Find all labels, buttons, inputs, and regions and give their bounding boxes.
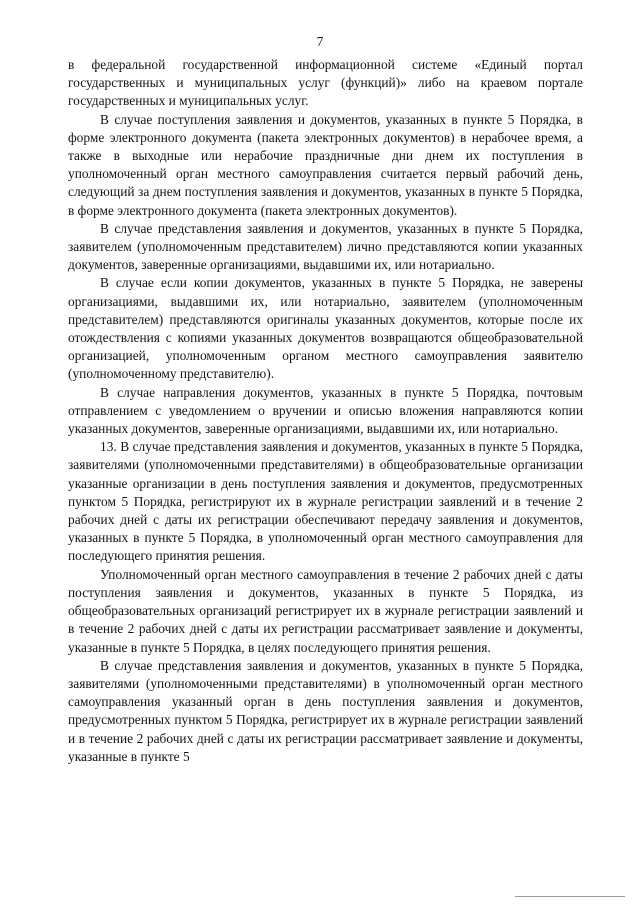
paragraph-electronic-submission: В случае поступления заявления и документов, указанных в пункте 5 Порядка, в форме электронного документа (пакета электронных документов) в нерабочее время, а также в выходные или нерабочие праздничные дни днем их поступления в уполномоченный орган местного самоуправления считается первый рабочий день, следующий за днем поступления заявления и документов, указанных в пункте 5 Порядка, в форме электронного документа (пакета электронных документов). bbox=[68, 111, 583, 218]
paragraph-continuation: в федеральной государственной информационной системе «Единый портал государственных и муниципальных услуг (функций)» либо на краевом портале государственных и муниципальных услуг. bbox=[68, 57, 583, 109]
paragraph-authority-review: Уполномоченный орган местного самоуправления в течение 2 рабочих дней с даты поступления заявления и документов, указанных в пункте 5 Порядка, из общеобразовательных организаций регистрирует их в журнале регистрации заявлений и в течение 2 рабочих дней с даты их регистрации рассматривает заявление и документы, указанные в пункте 5 Порядка, в целях последующего принятия решения. bbox=[68, 566, 583, 655]
paragraph-direct-to-authority: В случае представления заявления и документов, указанных в пункте 5 Порядка, заявителями (уполномоченными представителями) в уполномоченный орган местного самоуправления указанный орган в день поступления заявления и документов, предусмотренных пунктом 5 Порядка, регистрирует их в журнале регистрации заявлений и в течение 2 рабочих дней с даты их регистрации рассматривает заявление и документы, указанные в пункте 5 bbox=[68, 657, 583, 764]
paragraph-postal-submission: В случае направления документов, указанных в пункте 5 Порядка, почтовым отправлением с уведомлением о вручении и описью вложения направляются копии указанных документов, заверенные организациями, выдавшими их, или нотариально. bbox=[68, 384, 583, 437]
footer-rule bbox=[515, 896, 625, 897]
paragraph-personal-submission: В случае представления заявления и документов, указанных в пункте 5 Порядка, заявителем (уполномоченным представителем) лично представляются копии указанных документов, заверенные организациями, выдавшими их, или нотариально. bbox=[68, 220, 583, 273]
document-body bbox=[68, 56, 583, 766]
page-number: 7 bbox=[316, 34, 324, 49]
paragraph-uncertified-copies: В случае если копии документов, указанных в пункте 5 Порядка, не заверены организациями, выдавшими их, или нотариально, заявителем (уполномоченным представителем) представляются оригиналы указанных документов, которые после их отождествления с копиями указанных документов возвращаются общеобразовательной организацией, уполномоченным органом местного самоуправления заявителю (уполномоченному представителю). bbox=[68, 275, 583, 382]
paragraph-item-13: 13. В случае представления заявления и документов, указанных в пункте 5 Порядка, заявителями (уполномоченными представителями) в общеобразовательные организации указанные организации в день поступления заявления и документов, предусмотренных пунктом 5 Порядка, регистрируют их в журнале регистрации заявлений и в течение 2 рабочих дней с даты их регистрации обеспечивают передачу заявления и документов, указанных в пункте 5 Порядка, в уполномоченный орган местного самоуправления для последующего принятия решения. bbox=[68, 439, 583, 564]
